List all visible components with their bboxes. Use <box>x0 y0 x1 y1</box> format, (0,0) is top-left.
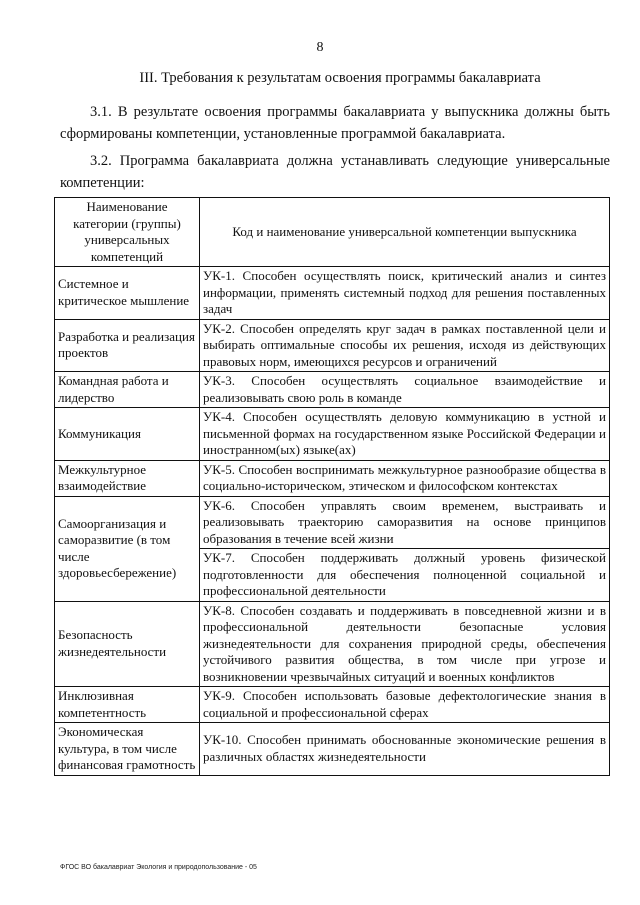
paragraph-3-2: 3.2. Программа бакалавриата должна устанавливать следующие универсальные компетенции: <box>60 153 610 191</box>
competence-cell: УК-8. Способен создавать и поддерживать в повседневной жизни и в профессиональной деятельности безопасные условия жизнедеятельности для сохранения природной среды, обеспечения устойчивого развития общества, в том числе при угрозе и возникновении чрезвычайных ситуаций и военных конфликтов <box>200 601 610 687</box>
table-row <box>55 496 610 549</box>
category-cell: Самоорганизация и саморазвитие (в том числе здоровьесбережение) <box>55 496 200 601</box>
category-cell: Коммуникация <box>55 408 200 461</box>
competence-cell: УК-7. Способен поддерживать должный уровень физической подготовленности для обеспечения полноценной социальной и профессиональной деятельности <box>200 549 610 602</box>
table-row <box>55 408 610 461</box>
table-header-row <box>55 198 610 267</box>
table-row <box>55 601 610 687</box>
category-cell: Командная работа и лидерство <box>55 372 200 408</box>
table-row <box>55 267 610 320</box>
table-row <box>55 460 610 496</box>
section-heading: III. Требования к результатам освоения программы бакалавриата <box>139 70 541 86</box>
competence-cell: УК-3. Способен осуществлять социальное взаимодействие и реализовывать свою роль в команде <box>200 372 610 408</box>
paragraph-3-1: 3.1. В результате освоения программы бакалавриата у выпускника должны быть сформированы компетенции, установленные программой бакалавриата. <box>60 104 610 142</box>
competence-cell: УК-4. Способен осуществлять деловую коммуникацию в устной и письменной формах на государственном языке Российской Федерации и иностранном(ых) языке(ах) <box>200 408 610 461</box>
competence-cell: УК-5. Способен воспринимать межкультурное разнообразие общества в социально-историческом, этическом и философском контекстах <box>200 460 610 496</box>
competencies-table <box>54 197 610 776</box>
category-cell: Экономическая культура, в том числе финансовая грамотность <box>55 723 200 776</box>
competence-cell: УК-9. Способен использовать базовые дефектологические знания в социальной и профессиональной сферах <box>200 687 610 723</box>
category-cell: Межкультурное взаимодействие <box>55 460 200 496</box>
table-row <box>55 372 610 408</box>
competence-cell: УК-10. Способен принимать обоснованные экономические решения в различных областях жизнедеятельности <box>200 723 610 776</box>
table-row <box>55 723 610 776</box>
table-row <box>55 687 610 723</box>
category-cell: Системное и критическое мышление <box>55 267 200 320</box>
competence-cell: УК-1. Способен осуществлять поиск, критический анализ и синтез информации, применять системный подход для решения поставленных задач <box>200 267 610 320</box>
competence-cell: УК-6. Способен управлять своим временем, выстраивать и реализовывать траекторию саморазвития на основе принципов образования в течение всей жизни <box>200 496 610 549</box>
category-cell: Безопасность жизнедеятельности <box>55 601 200 687</box>
header-code: Код и наименование универсальной компетенции выпускника <box>200 198 610 267</box>
competence-cell: УК-2. Способен определять круг задач в рамках поставленной цели и выбирать оптимальные способы их решения, исходя из действующих правовых норм, имеющихся ресурсов и ограничений <box>200 319 610 372</box>
footer-note: ФГОС ВО бакалавриат Экология и природопользование - 05 <box>60 864 257 871</box>
category-cell: Инклюзивная компетентность <box>55 687 200 723</box>
table-row <box>55 319 610 372</box>
category-cell: Разработка и реализация проектов <box>55 319 200 372</box>
page-number: 8 <box>316 40 324 55</box>
header-category: Наименование категории (группы) универсальных компетенций <box>55 198 200 267</box>
